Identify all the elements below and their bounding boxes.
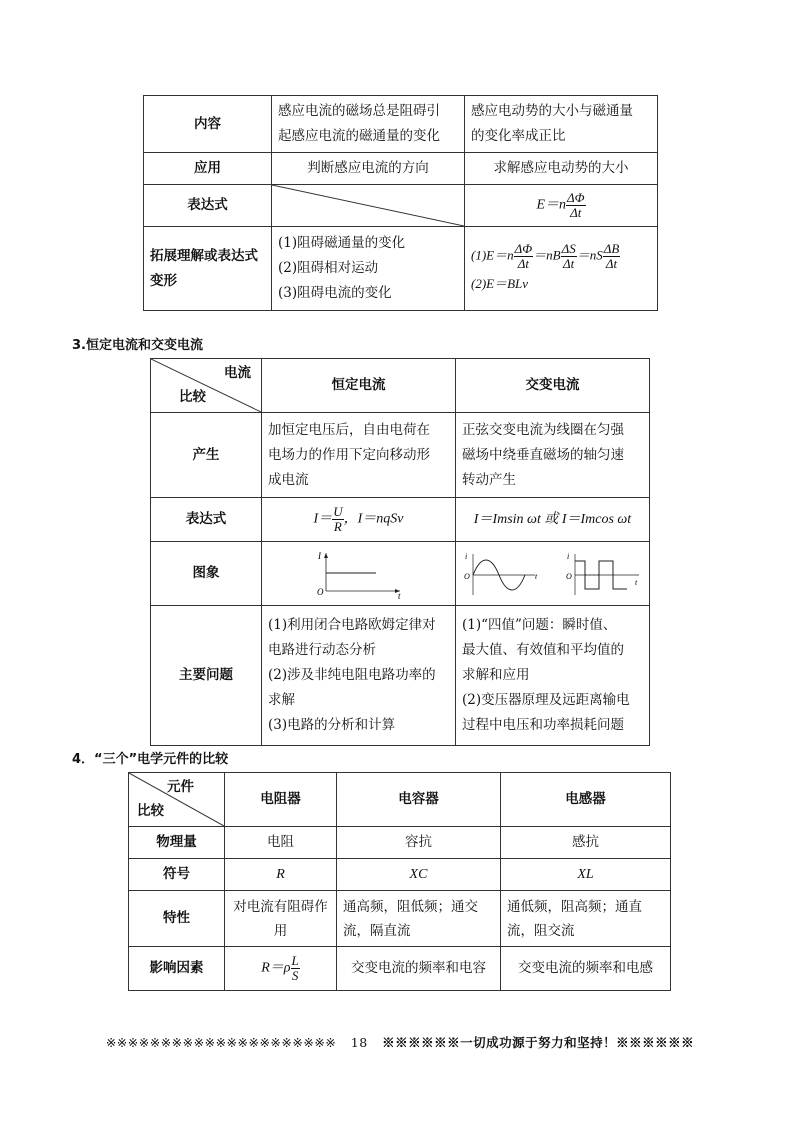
ac-graphs [456, 542, 650, 606]
row-label: 产生 [151, 413, 262, 498]
cell: 通低频，阻高频；通直流，阻交流 [501, 891, 671, 947]
cell: R [225, 859, 337, 891]
text-line: 感应电动势的大小与磁通量 [471, 103, 633, 119]
corner-top-label: 电流 [224, 365, 251, 381]
table-row [144, 185, 658, 227]
dc-expression: I＝ $\frac{U}{R}$ ，I＝nqSv [262, 498, 456, 542]
formula-text: E＝n [536, 197, 567, 213]
column-header: 电容器 [337, 773, 501, 827]
corner-bottom-label: 比较 [137, 803, 164, 819]
dc-graph [262, 542, 456, 606]
text-line: (1)阻碍磁通量的变化 [278, 235, 406, 251]
page-number: 18 [350, 1035, 368, 1050]
table-row [151, 606, 650, 746]
row-label: 影响因素 [129, 947, 225, 991]
svg-text:i: i [566, 551, 569, 561]
svg-text:i: i [464, 551, 467, 561]
svg-text:O: O [565, 571, 572, 581]
row-label: 应用 [144, 153, 272, 185]
ac-produce: 正弦交变电流为线圈在匀强 磁场中绕垂直磁场的轴匀速 转动产生 [456, 413, 650, 498]
cell: 感抗 [501, 827, 671, 859]
resistance-formula: R＝ρ $\frac{L}{S}$ [225, 947, 337, 991]
row-label: 表达式 [151, 498, 262, 542]
table-row [129, 891, 671, 947]
table-row [129, 859, 671, 891]
cell: XL [501, 859, 671, 891]
dc-graph-svg [314, 549, 404, 599]
svg-text:t: t [397, 590, 401, 599]
table-row [144, 153, 658, 185]
table-row [151, 498, 650, 542]
row-label: 表达式 [144, 185, 272, 227]
row-label: 主要问题 [151, 606, 262, 746]
content-left [272, 96, 465, 153]
content-right [465, 96, 658, 153]
row-label: 拓展理解或表达式变形 [144, 227, 272, 311]
table-row [144, 227, 658, 311]
row-label: 图象 [151, 542, 262, 606]
svg-text:t: t [634, 577, 637, 587]
column-header: 电感器 [501, 773, 671, 827]
table-row [151, 542, 650, 606]
text-line: 感应电流的磁场总是阻碍引 [278, 103, 440, 119]
corner-top-label: 元件 [167, 779, 194, 795]
text-line: 的变化率成正比 [471, 128, 566, 144]
cell: XC [337, 859, 501, 891]
cell: 电阻 [225, 827, 337, 859]
ac-main-issues: (1)“四值”问题：瞬时值、 最大值、有效值和平均值的 求解和应用 (2)变压器原理及远距离输电 过程中电压和功率损耗问题 [456, 606, 650, 746]
section-4-title: 4．“三个”电学元件的比较 [72, 752, 229, 767]
column-header: 交变电流 [456, 359, 650, 413]
row-label: 特性 [129, 891, 225, 947]
footer-motto: ※※※※※※一切成功源于努力和坚持！※※※※※※ [382, 1035, 695, 1050]
svg-text:O: O [463, 571, 470, 581]
fraction: $\frac{\Delta\Phi}{\Delta t}$ [567, 190, 585, 220]
svg-text:t: t [534, 571, 537, 581]
corner-header [129, 773, 225, 827]
table-row [144, 96, 658, 153]
ac-expression: I＝Imsin ωt 或 I＝Imcos ωt [456, 498, 650, 542]
text-line: (2)阻碍相对运动 [278, 260, 379, 276]
section-3-title: 3.恒定电流和交变电流 [72, 338, 203, 353]
formula-line-2: (2)E＝BLv [471, 275, 529, 291]
components-table [128, 772, 671, 991]
column-header: 电阻器 [225, 773, 337, 827]
application-right: 求解感应电动势的大小 [465, 153, 658, 185]
ac-graph-svg [463, 551, 643, 597]
table-header-row [151, 359, 650, 413]
extension-left [272, 227, 465, 311]
cell: 通高频，阻低频；通交流，隔直流 [337, 891, 501, 947]
table-row [129, 827, 671, 859]
application-left: 判断感应电流的方向 [272, 153, 465, 185]
dc-ac-table [150, 358, 650, 746]
corner-header [151, 359, 262, 413]
column-header: 恒定电流 [262, 359, 456, 413]
empty-diagonal-cell [272, 185, 465, 227]
dc-produce: 加恒定电压后，自由电荷在 电场力的作用下定向移动形 成电流 [262, 413, 456, 498]
cell: 交变电流的频率和电感 [501, 947, 671, 991]
text-line: 起感应电流的磁通量的变化 [278, 128, 440, 144]
svg-text:I: I [317, 550, 321, 561]
table-header-row [129, 773, 671, 827]
lenz-faraday-table [143, 95, 658, 311]
extension-formula [465, 227, 658, 311]
dc-main-issues: (1)利用闭合电路欧姆定律对 电路进行动态分析 (2)涉及非纯电阻电路功率的 求解 (3)电路的分析和计算 [262, 606, 456, 746]
cell: 交变电流的频率和电容 [337, 947, 501, 991]
footer-stars: ※※※※※※※※※※※※※※※※※※※※※ [105, 1035, 337, 1050]
cell: 对电流有阻碍作用 [225, 891, 337, 947]
svg-text:O: O [316, 586, 323, 597]
corner-bottom-label: 比较 [179, 389, 206, 405]
text-line: (3)阻碍电流的变化 [278, 285, 392, 301]
row-label: 符号 [129, 859, 225, 891]
table-row [129, 947, 671, 991]
page-footer [0, 1033, 800, 1051]
cell: 容抗 [337, 827, 501, 859]
formula-line-1: (1)E＝n $\frac{\Delta\Phi}{\Delta t}$ ＝nB $\frac{\Delta S}{\Delta t}$ ＝nS $\frac{\Delta B}{\Delta t}$ [471, 240, 620, 271]
table-row [151, 413, 650, 498]
row-label: 内容 [144, 96, 272, 153]
row-label: 物理量 [129, 827, 225, 859]
faraday-formula [465, 185, 658, 227]
